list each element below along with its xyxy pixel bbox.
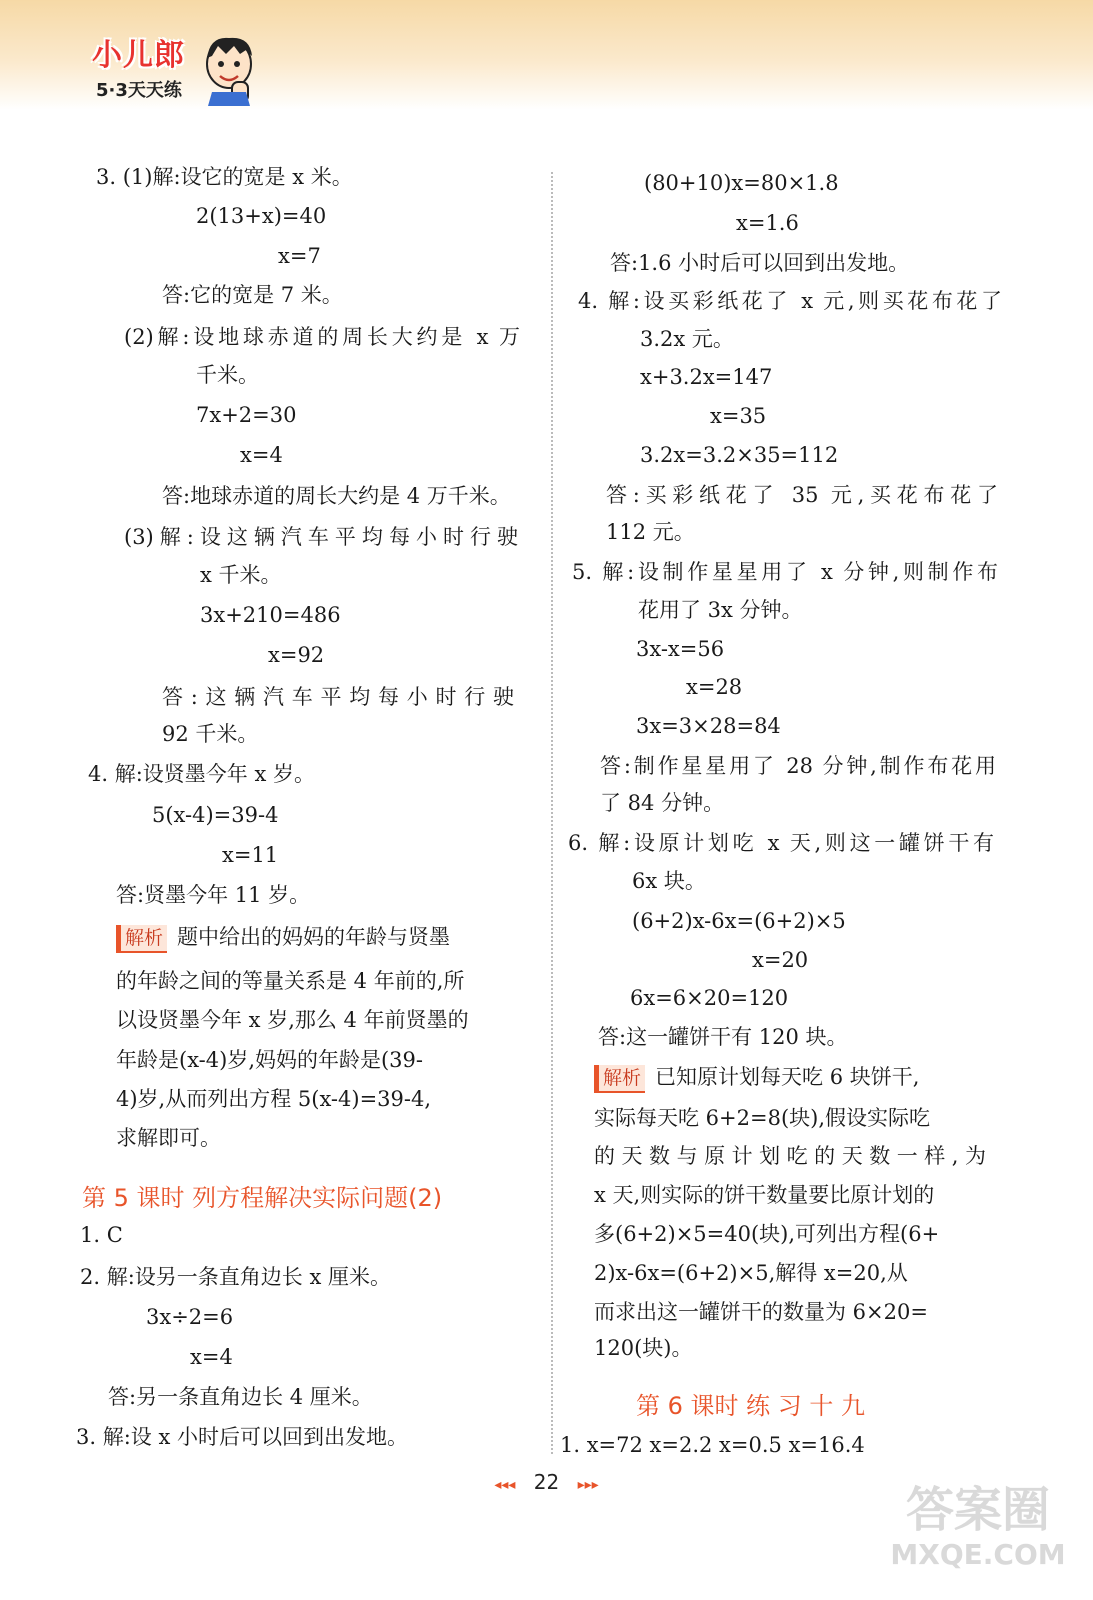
l5-q4-answer-text: 答:买彩纸花了 35 元,买花布花了 — [606, 483, 998, 507]
l5-q6-analysis-line3-text: 的天数与原计划吃的天数一样,为 — [594, 1144, 986, 1168]
l6-q1: 1. x=72 x=2.2 x=0.5 x=16.4 — [560, 1433, 865, 1457]
q4-analysis-line1: 题中给出的妈妈的年龄与贤墨 — [177, 925, 451, 949]
q4-analysis-line5: 4)岁,从而列出方程 5(x-4)=39-4, — [116, 1087, 432, 1111]
l5-q1: 1. C — [80, 1223, 123, 1247]
q4-solution: x=11 — [222, 843, 279, 867]
q3-3-answer-cont: 92 千米。 — [162, 722, 259, 746]
prev-arrows-icon: ◂◂◂ — [494, 1477, 516, 1493]
q4-setup: 4. 解:设贤墨今年 x 岁。 — [88, 762, 315, 786]
q3-2-setup-text: (2)解:设地球赤道的周长大约是 x 万 — [124, 325, 520, 349]
l5-q2-answer: 答:另一条直角边长 4 厘米。 — [108, 1385, 373, 1409]
l5-q5-equation: 3x-x=56 — [636, 637, 725, 661]
watermark-title: 答案圈 — [905, 1482, 1050, 1538]
watermark — [888, 1482, 1068, 1587]
l5-q6-analysis-line4: x 天,则实际的饼干数量要比原计划的 — [594, 1183, 935, 1207]
q4-analysis-line2: 的年龄之间的等量关系是 4 年前的,所 — [116, 969, 465, 993]
next-arrows-icon: ▸▸▸ — [577, 1477, 599, 1493]
section-title-lesson5: 第 5 课时 列方程解决实际问题(2) — [82, 1184, 443, 1212]
l5-q5-answer-cont: 了 84 分钟。 — [600, 791, 725, 815]
l5-q6-analysis-first — [594, 1062, 994, 1093]
l5-q2-solution: x=4 — [190, 1345, 233, 1369]
q4-analysis-line6: 求解即可。 — [116, 1126, 221, 1150]
l5-q6-answer: 答:这一罐饼干有 120 块。 — [598, 1025, 848, 1049]
q4-analysis-line4: 年龄是(x-4)岁,妈妈的年龄是(39- — [116, 1048, 424, 1072]
q4-equation: 5(x-4)=39-4 — [152, 803, 279, 827]
q3-3-solution: x=92 — [268, 643, 325, 667]
l5-q6-analysis-line1: 已知原计划每天吃 6 块饼干, — [655, 1065, 920, 1089]
l5-q6-setup — [568, 828, 994, 858]
l5-q6-analysis-line2: 实际每天吃 6+2=8(块),假设实际吃 — [594, 1106, 931, 1130]
page-number: 22 — [533, 1470, 560, 1494]
l5-q6-analysis-line6: 2)x-6x=(6+2)×5,解得 x=20,从 — [594, 1261, 908, 1285]
l5-q4-solution: x=35 — [710, 404, 767, 428]
l5-q6-setup-cont: 6x 块。 — [632, 869, 706, 893]
l5-q4-setup-cont: 3.2x 元。 — [640, 327, 734, 351]
l5-q5-solution: x=28 — [686, 675, 743, 699]
q3-3-answer — [162, 682, 514, 712]
l5-q2-equation: 3x÷2=6 — [146, 1305, 234, 1329]
l5-q3-solution: x=1.6 — [736, 211, 799, 235]
l5-q3-equation: (80+10)x=80×1.8 — [644, 171, 839, 195]
q3-2-solution: x=4 — [240, 443, 283, 467]
l5-q6-calc: 6x=6×20=120 — [630, 986, 789, 1010]
l5-q2-setup: 2. 解:设另一条直角边长 x 厘米。 — [80, 1265, 391, 1289]
q3-1-solution: x=7 — [278, 244, 321, 268]
l5-q3-setup: 3. 解:设 x 小时后可以回到出发地。 — [76, 1425, 408, 1449]
q3-1-setup: 3. (1)解:设它的宽是 x 米。 — [96, 165, 353, 189]
l5-q5-calc: 3x=3×28=84 — [636, 714, 781, 738]
l5-q6-analysis-line7: 而求出这一罐饼干的数量为 6×20= — [594, 1300, 928, 1324]
l5-q6-analysis-line8: 120(块)。 — [594, 1336, 693, 1360]
column-divider — [551, 172, 553, 1454]
brand-series: 5·3天天练 — [96, 80, 182, 101]
l5-q6-analysis-line5: 多(6+2)×5=40(块),可列出方程(6+ — [594, 1222, 940, 1246]
analysis-tag: 解析 — [116, 925, 167, 953]
l5-q6-analysis-line3 — [594, 1141, 986, 1171]
l5-q4-calc: 3.2x=3.2×35=112 — [640, 443, 839, 467]
l5-q4-equation: x+3.2x=147 — [640, 365, 773, 389]
l5-q5-setup — [572, 557, 998, 587]
section-title-lesson6: 第 6 课时 练 习 十 九 — [636, 1392, 866, 1420]
q3-3-setup-cont: x 千米。 — [200, 563, 282, 587]
q3-2-answer: 答:地球赤道的周长大约是 4 万千米。 — [162, 484, 511, 508]
q3-3-setup — [124, 522, 518, 552]
l5-q5-answer — [600, 751, 996, 781]
q3-2-setup — [124, 322, 520, 352]
q4-answer: 答:贤墨今年 11 岁。 — [116, 883, 311, 907]
watermark-url: MXQE.COM — [890, 1538, 1066, 1571]
brand-logo: 小儿郎 — [92, 38, 185, 73]
l5-q5-answer-text: 答:制作星星用了 28 分钟,制作布花用 — [600, 754, 996, 778]
q4-analysis-line3: 以设贤墨今年 x 岁,那么 4 年前贤墨的 — [116, 1008, 469, 1032]
q3-2-setup-cont: 千米。 — [196, 363, 259, 387]
q3-3-setup-text: (3)解:设这辆汽车平均每小时行驶 — [124, 525, 518, 549]
q3-1-equation: 2(13+x)=40 — [196, 204, 327, 228]
l5-q6-equation: (6+2)x-6x=(6+2)×5 — [632, 909, 846, 933]
l5-q6-solution: x=20 — [752, 948, 809, 972]
l5-q4-answer-cont: 112 元。 — [606, 520, 695, 544]
analysis-tag-2: 解析 — [594, 1065, 645, 1093]
q3-1-answer: 答:它的宽是 7 米。 — [162, 283, 343, 307]
l5-q4-setup-text: 4. 解:设买彩纸花了 x 元,则买花布花了 — [578, 289, 1002, 313]
l5-q5-setup-cont: 花用了 3x 分钟。 — [638, 598, 803, 622]
l5-q5-setup-text: 5. 解:设制作星星用了 x 分钟,则制作布 — [572, 560, 998, 584]
q3-2-equation: 7x+2=30 — [196, 403, 297, 427]
q3-3-equation: 3x+210=486 — [200, 603, 341, 627]
l5-q4-answer — [606, 480, 998, 510]
l5-q6-setup-text: 6. 解:设原计划吃 x 天,则这一罐饼干有 — [568, 831, 994, 855]
q3-3-answer-text: 答:这辆汽车平均每小时行驶 — [162, 685, 514, 709]
mascot-icon — [200, 34, 258, 106]
l5-q3-answer: 答:1.6 小时后可以回到出发地。 — [610, 251, 910, 275]
q4-analysis-first — [116, 922, 450, 953]
l5-q4-setup — [578, 286, 1002, 316]
